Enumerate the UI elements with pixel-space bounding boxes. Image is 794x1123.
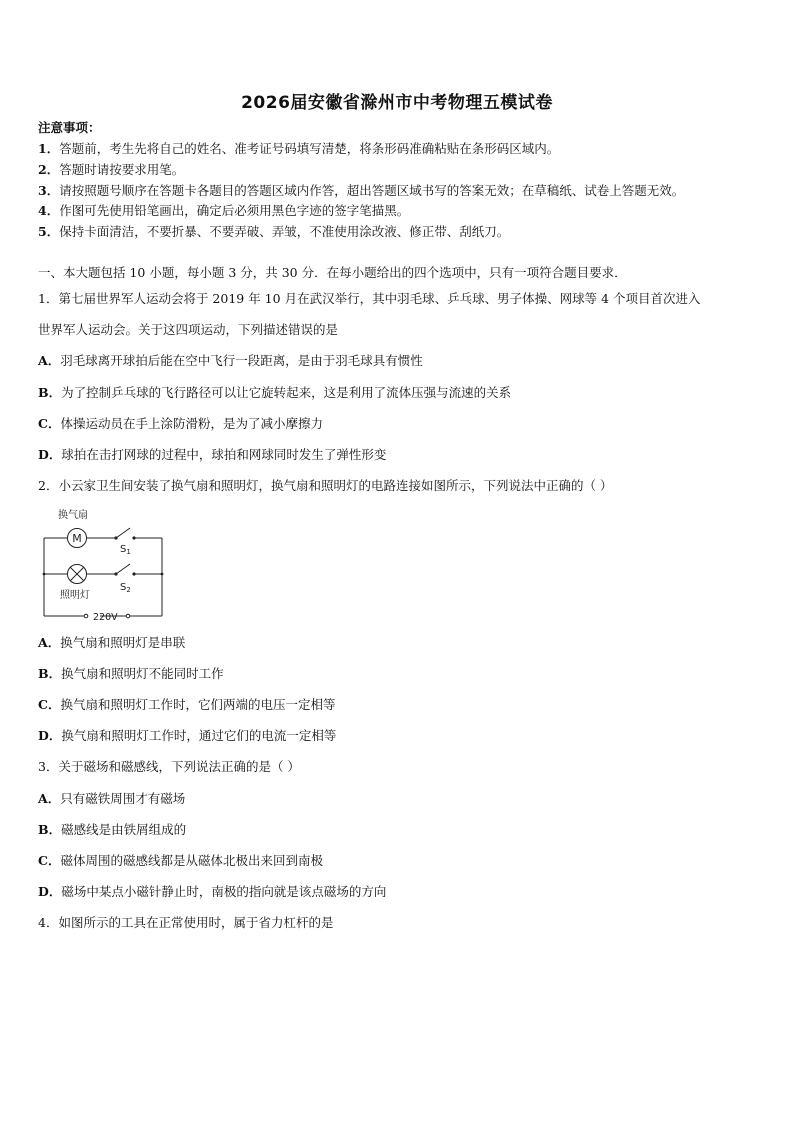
voltage-label: 220V [93, 612, 118, 623]
option-text: 体操运动员在手上涂防滑粉，是为了减小摩擦力 [60, 416, 323, 431]
option-text: 换气扇和照明灯工作时，它们两端的电压一定相等 [60, 697, 336, 712]
q1-option-d [38, 447, 386, 463]
option-label: D． [38, 884, 62, 899]
q2-option-c [38, 697, 335, 713]
option-text: 为了控制乒乓球的飞行路径可以让它旋转起来，这是利用了流体压强与流速的关系 [61, 385, 512, 400]
notice-heading: 注意事项： [38, 120, 101, 135]
notice-text: 请按照题号顺序在答题卡各题目的答题区域内作答，超出答题区域书写的答案无效；在草稿纸、试卷上答题无效。 [59, 183, 685, 198]
option-label: A． [38, 791, 61, 806]
notice-text: 答题前，考生先将自己的姓名、准考证号码填写清楚，将条形码准确粘贴在条形码区域内。 [59, 141, 560, 156]
q3-option-a [38, 791, 185, 807]
option-text: 磁场中某点小磁针静止时，南极的指向就是该点磁场的方向 [61, 884, 387, 899]
page-title: 2026届安徽省滁州市中考物理五模试卷 [241, 93, 553, 113]
option-label: C． [38, 697, 61, 712]
option-label: D． [38, 728, 62, 743]
q1-stem-line1: 1．第七届世界军人运动会将于 2019 年 10 月在武汉举行，其中羽毛球、乒乓球、男子体操、网球等 4 个项目首次进入 [38, 291, 701, 306]
option-label: B． [38, 666, 62, 681]
notice-num: 4． [38, 203, 60, 218]
option-text: 羽毛球离开球拍后能在空中飞行一段距离，是由于羽毛球具有惯性 [60, 353, 423, 368]
option-text: 只有磁铁周围才有磁场 [60, 791, 186, 806]
option-label: B． [38, 385, 62, 400]
q1-option-b [38, 385, 511, 401]
motor-label: M [72, 532, 82, 545]
notice-item [38, 141, 559, 157]
notice-text: 作图可先使用铅笔画出，确定后必须用黑色字迹的签字笔描黑。 [59, 203, 410, 218]
notice-item [38, 183, 684, 199]
q1-option-c [38, 416, 323, 432]
notice-num: 1． [38, 141, 60, 156]
option-label: C． [38, 853, 61, 868]
notice-num: 3． [38, 183, 60, 198]
option-text: 磁感线是由铁屑组成的 [61, 822, 187, 837]
fan-label: 换气扇 [58, 510, 88, 521]
section-heading: 一、本大题包括 10 小题，每小题 3 分，共 30 分．在每小题给出的四个选项中，只有一项符合题目要求． [38, 265, 627, 280]
switch-s1 [116, 528, 130, 538]
q3-option-b [38, 822, 186, 838]
option-text: 换气扇和照明灯不能同时工作 [61, 666, 224, 681]
option-label: A． [38, 635, 61, 650]
option-label: D． [38, 447, 62, 462]
q2-option-d [38, 728, 336, 744]
notice-text: 答题时请按要求用笔。 [59, 162, 185, 177]
q2-stem: 2．小云家卫生间安装了换气扇和照明灯，换气扇和照明灯的电路连接如图所示，下列说法中正确的（ ） [38, 478, 613, 493]
option-label: A． [38, 353, 61, 368]
lamp-label: 照明灯 [60, 590, 90, 601]
q1-option-a [38, 353, 423, 369]
notice-item [38, 224, 509, 240]
option-text: 换气扇和照明灯工作时，通过它们的电流一定相等 [61, 728, 337, 743]
q4-stem: 4．如图所示的工具在正常使用时，属于省力杠杆的是 [38, 915, 334, 930]
option-label: C． [38, 416, 61, 431]
q3-option-d [38, 884, 386, 900]
notice-num: 5． [38, 224, 60, 239]
switch-s2 [116, 564, 130, 574]
q3-option-c [38, 853, 323, 869]
notice-num: 2． [38, 162, 60, 177]
option-label: B． [38, 822, 62, 837]
q2-option-b [38, 666, 224, 682]
s2-label: $S_2$ [120, 582, 131, 594]
q3-stem: 3．关于磁场和磁感线，下列说法正确的是（ ） [38, 759, 300, 774]
notice-item [38, 203, 409, 219]
option-text: 磁体周围的磁感线都是从磁体北极出来回到南极 [60, 853, 323, 868]
q2-option-a [38, 635, 185, 651]
option-text: 球拍在击打网球的过程中，球拍和网球同时发生了弹性形变 [61, 447, 387, 462]
q1-stem-line2: 世界军人运动会。关于这四项运动，下列描述错误的是 [38, 322, 339, 337]
notice-text: 保持卡面清洁，不要折暴、不要弄破、弄皱，不准使用涂改液、修正带、刮纸刀。 [59, 224, 510, 239]
option-text: 换气扇和照明灯是串联 [60, 635, 186, 650]
circuit-diagram [38, 506, 173, 626]
s1-label: $S_1$ [120, 544, 131, 556]
notice-item [38, 162, 184, 178]
